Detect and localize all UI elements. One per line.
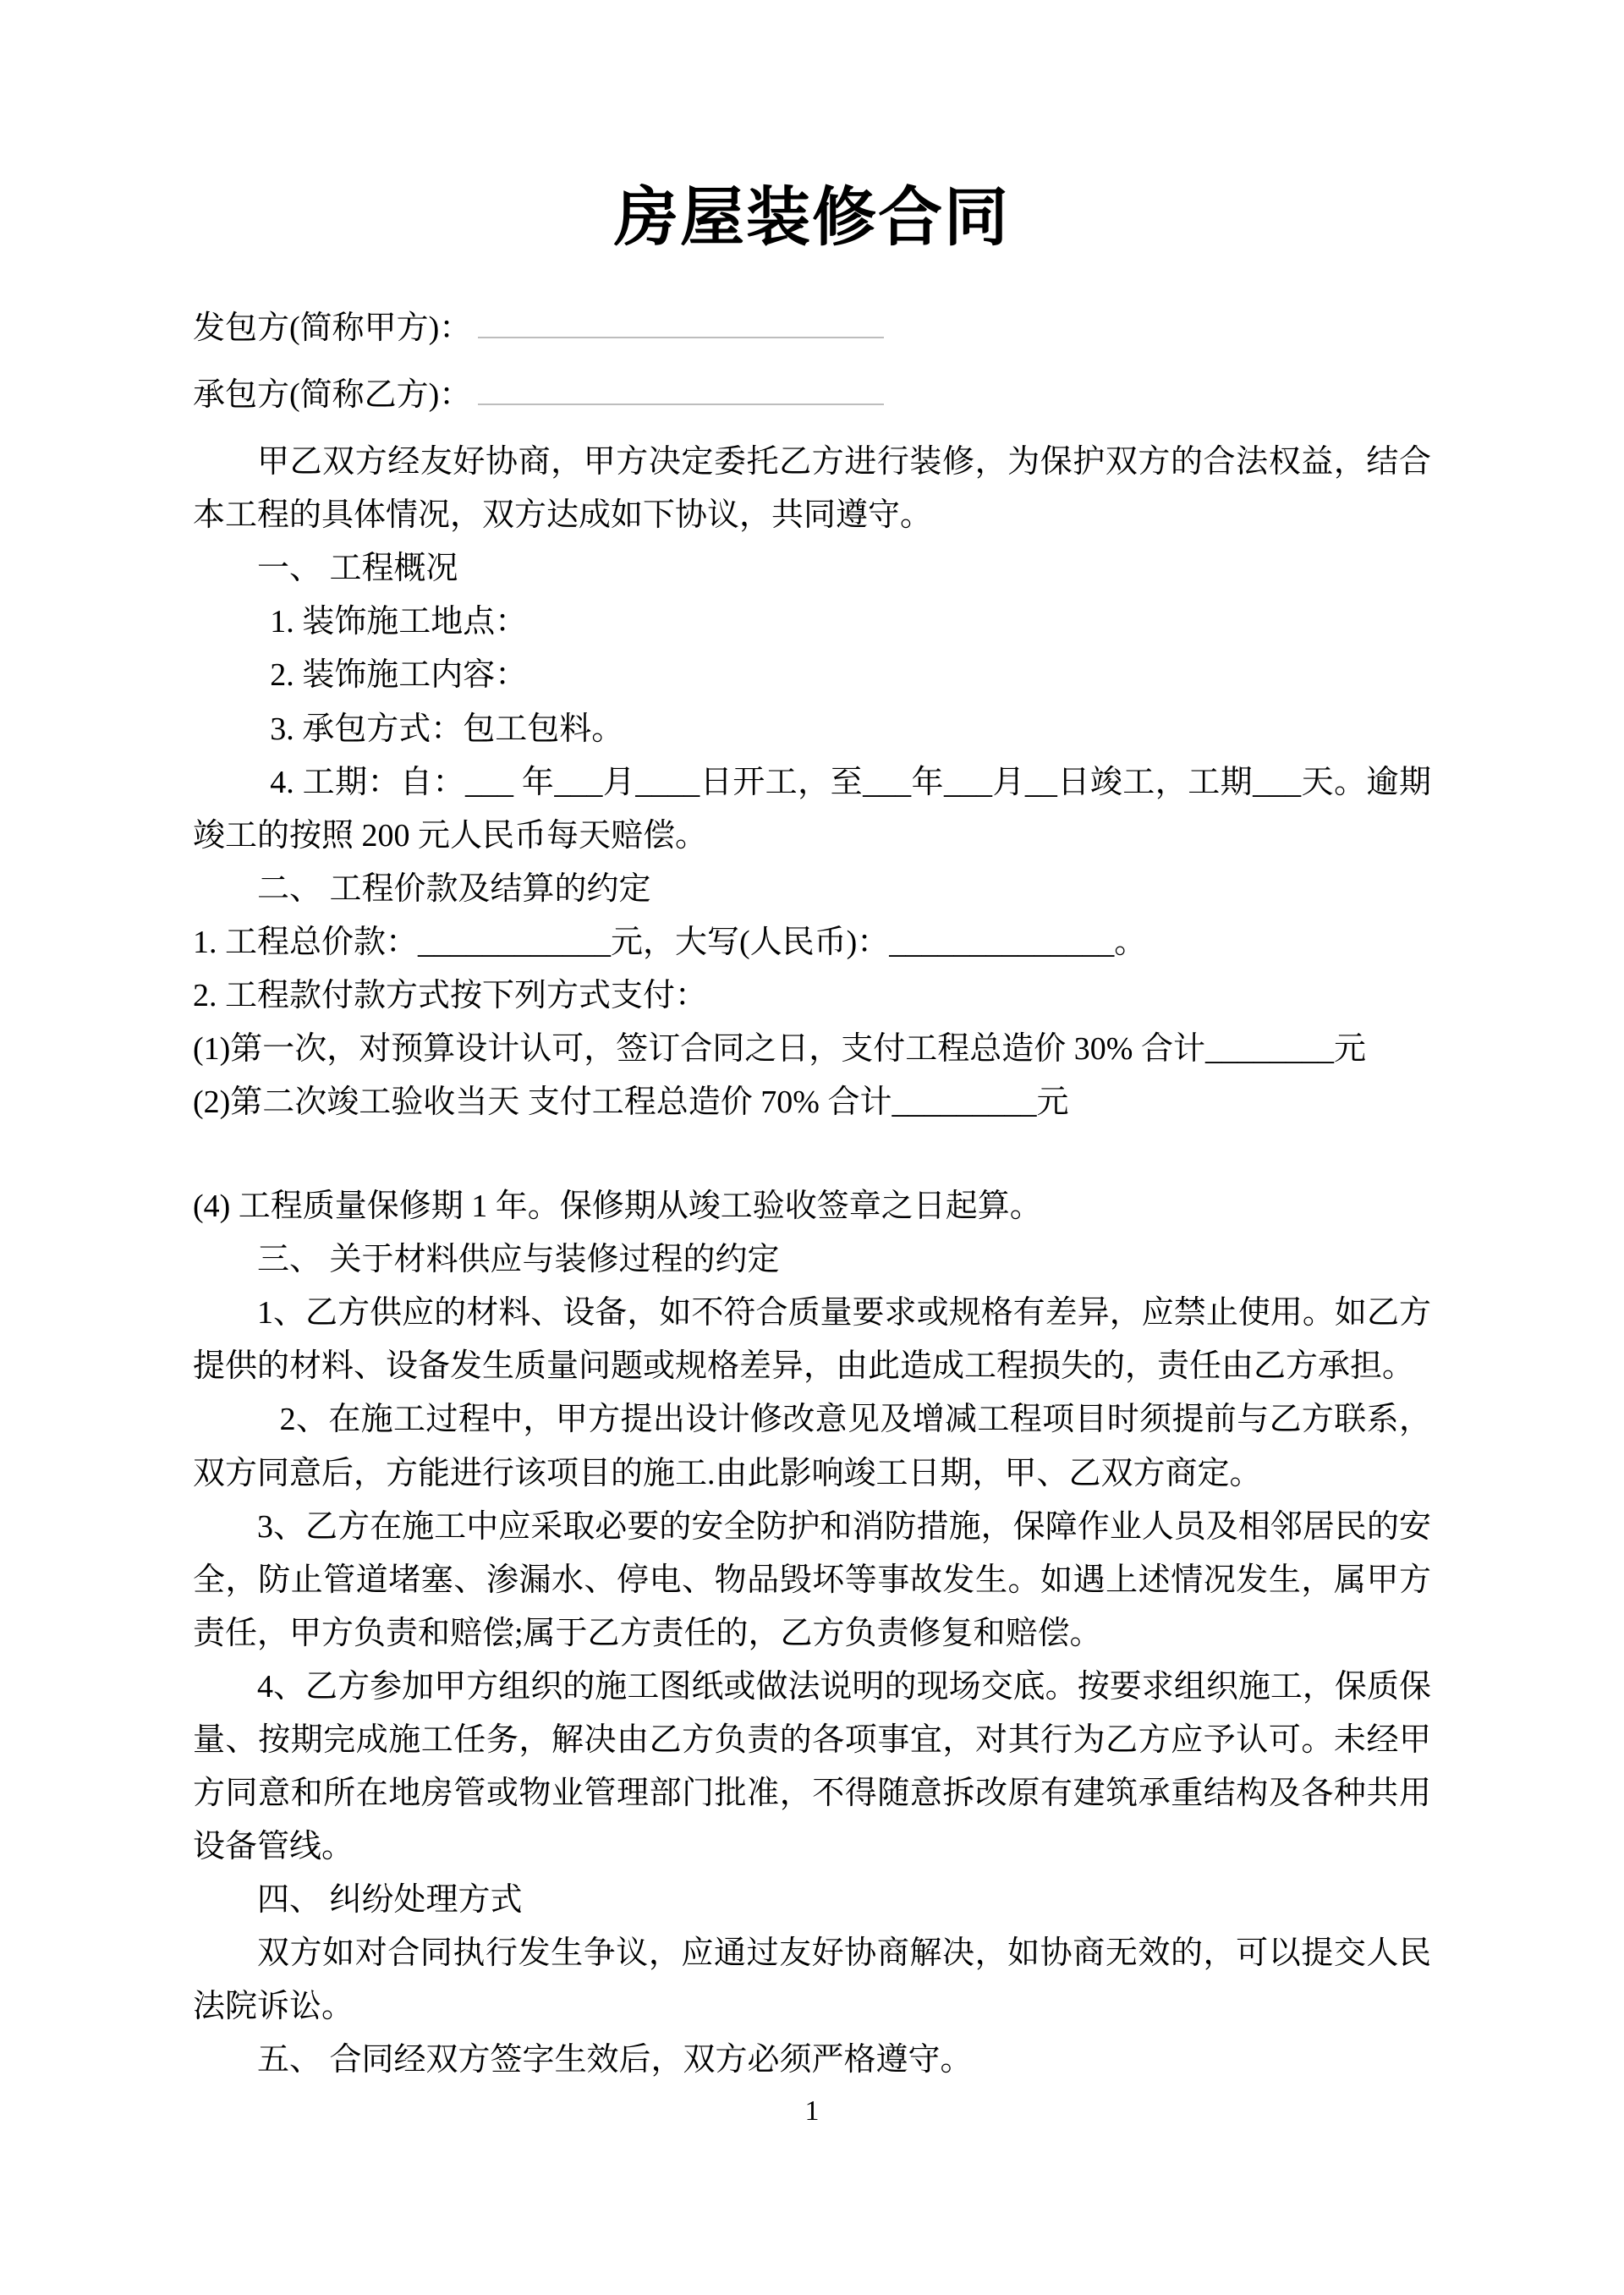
warranty-clause: (4) 工程质量保修期 1 年。保修期从竣工验收签章之日起算。 bbox=[193, 1189, 1042, 1225]
contracting-method-item: 3. 承包方式：包工包料。 bbox=[270, 711, 624, 747]
party-a-label: 发包方(简称甲方)： bbox=[193, 310, 472, 346]
contract-title: 房屋装修合同 bbox=[614, 183, 1010, 254]
material-clause-4: 4、乙方参加甲方组织的施工图纸或做法说明的现场交底。按要求组织施工，保质保量、按期完成施工任务，解决由乙方负责的各项事宜，对其行为乙方应予认可。未经甲方同意和所在地房管或物业管理部门批准，不得随意拆改原有建筑承重结构及各种共用设备管线。 bbox=[193, 1668, 1431, 1865]
party-b-blank-line bbox=[478, 371, 884, 405]
payment-method-clause: 2. 工程款付款方式按下列方式支付： bbox=[193, 977, 708, 1013]
material-clause-3: 3、乙方在施工中应采取必要的安全防护和消防措施，保障作业人员及相邻居民的安全，防止管道堵塞、渗漏水、停电、物品毁坏等事故发生。如遇上述情况发生，属甲方责任，甲方负责和赔偿;属于乙方责任的，乙方负责修复和赔偿。 bbox=[193, 1508, 1431, 1651]
construction-site-item: 1. 装饰施工地点： bbox=[270, 604, 528, 640]
material-clause-2: 2、在施工过程中，甲方提出设计修改意见及增减工程项目时须提前与乙方联系，双方同意后，方能进行该项目的施工.由此影响竣工日期，甲、乙双方商定。 bbox=[193, 1402, 1431, 1491]
payment-installment-2: (2)第二次竣工验收当天 支付工程总造价 70% 合计_________元 bbox=[193, 1084, 1069, 1121]
party-b-line bbox=[193, 369, 1431, 422]
construction-content-item: 2. 装饰施工内容： bbox=[270, 657, 528, 694]
section-3-heading: 三、 关于材料供应与装修过程的约定 bbox=[257, 1242, 780, 1278]
party-a-blank-line bbox=[478, 305, 884, 338]
party-a-line bbox=[193, 302, 1431, 355]
contract-intro: 甲乙双方经友好协商，甲方决定委托乙方进行装修，为保护双方的合法权益，结合本工程的具体情况，双方达成如下协议，共同遵守。 bbox=[193, 444, 1431, 534]
dispute-clause: 双方如对合同执行发生争议，应通过友好协商解决，如协商无效的，可以提交人民法院诉讼。 bbox=[193, 1935, 1431, 2025]
construction-period-item: 4. 工期：自：___ 年___月____日开工，至___年___月__日竣工，工期___天。逾期竣工的按照 200 元人民币每天赔偿。 bbox=[193, 764, 1431, 854]
material-clause-1: 1、乙方供应的材料、设备，如不符合质量要求或规格有差异，应禁止使用。如乙方提供的材料、设备发生质量问题或规格差异，由此造成工程损失的，责任由乙方承担。 bbox=[193, 1295, 1431, 1385]
total-price-clause: 1. 工程总价款：____________元，大写(人民币)：______________。 bbox=[193, 924, 1147, 960]
blank-line-spacer bbox=[193, 1129, 1431, 1180]
section-1-heading: 一、 工程概况 bbox=[257, 551, 458, 587]
section-5-clause: 五、 合同经双方签字生效后，双方必须严格遵守。 bbox=[257, 2042, 973, 2078]
section-4-heading: 四、 纠纷处理方式 bbox=[257, 1882, 523, 1919]
party-b-label: 承包方(简称乙方)： bbox=[193, 377, 472, 414]
payment-installment-1: (1)第一次，对预算设计认可，签订合同之日，支付工程总造价 30% 合计________元 bbox=[193, 1031, 1366, 1068]
section-2-heading: 二、 工程价款及结算的约定 bbox=[257, 870, 651, 907]
page-number: 1 bbox=[804, 2095, 820, 2127]
